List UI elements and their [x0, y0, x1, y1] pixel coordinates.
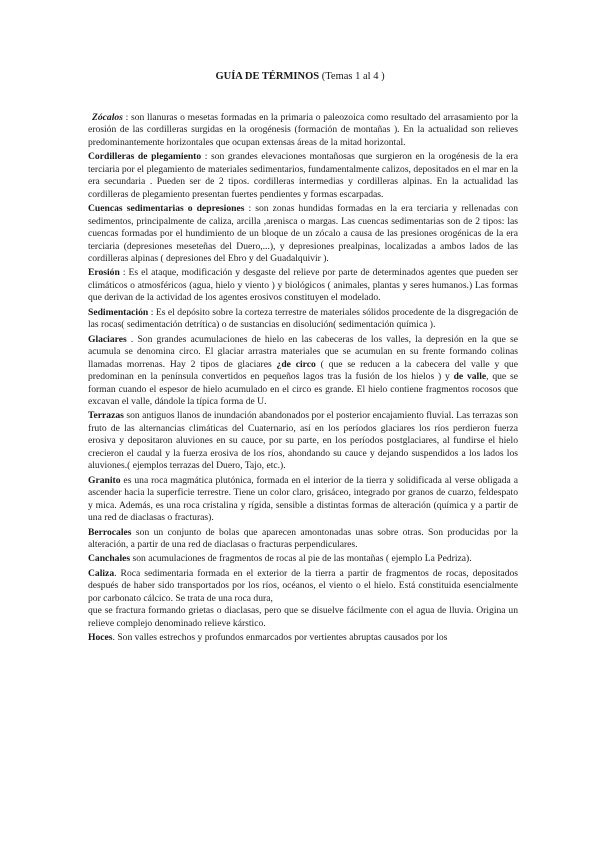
term-label: Berrocales [88, 526, 132, 538]
entry-zocalos [88, 112, 518, 149]
term-label: Caliza [88, 567, 115, 579]
term-label: Cordilleras de plegamiento [88, 151, 202, 163]
title-main: GUÍA DE TÉRMINOS [215, 71, 320, 82]
entry-glaciares [88, 334, 518, 409]
term-definition: . Son valles estrechos y profundos enmarcados por vertientes abruptas causados por los [112, 632, 448, 644]
term-label: Granito [88, 474, 121, 486]
term-label: Terrazas [88, 410, 124, 422]
entry-berrocales [88, 527, 518, 552]
entry-sedimentacion [88, 307, 518, 332]
term-label: Canchales [88, 553, 131, 565]
term-definition: . Roca sedimentaria formada en el exterior de la tierra a partir de fragmentos de rocas, depositados después de haber sido transportados por los ríos, océanos, el viento o el hielo. Está constituida esencialmente por carbonato cálcico. Se trata de una roca dura, [88, 567, 518, 604]
term-label: Sedimentación [88, 306, 149, 318]
term-definition-part-1: . Son grandes acumulaciones de hielo en las cabeceras de los valles, la depresión en la que se acumula se denomina circo. El glaciar arrastra materiales que se acumulan en su frente formando colinas llamadas morrenas. Hay 2 tipos de glaciares [88, 333, 518, 370]
glossary-body [88, 112, 518, 647]
entry-terrazas [88, 410, 518, 472]
term-label: Erosión [88, 267, 120, 279]
term-definition: son antiguos llanos de inundación abandonados por el posterior encajamiento fluvial. Las terrazas son fruto de las alternancias climáticas del Cuaternario, así en los períodos glaciares los ríos perdieron fuerza erosiva y depositaron aluviones en su cauce, por su parte, en los períodos postglaciares, al fundirse el hielo crecieron el caudal y la fuerza erosiva de los ríos, ahondando su cauce y dejando suspendidos a los lados los aluviones.( ejemplos terrazas del Duero, Tajo, etc.). [88, 410, 518, 472]
term-definition: : son llanuras o mesetas formadas en la primaria o paleozoica como resultado del arrasamiento por la erosión de las cordilleras surgidas en la orogénesis (formación de montañas ). En la actualidad son relieves predominantemente horizontales que ocupan extensas áreas de la mitad horizontal. [88, 112, 518, 148]
entry-hoces [88, 632, 518, 644]
entry-caliza [88, 568, 518, 605]
term-definition-part-2: ( que se reducen a la cabecera del valle y que predominan en la península convertidos en pequeños lagos tras la fusión de los hielos ) y [88, 358, 518, 383]
entry-cuencas-sedimentarias [88, 203, 518, 265]
term-definition: : son zonas hundidas formadas en la era terciaria y rellenadas con sedimentos, principalmente de caliza, arcilla ,arenisca o margas. Las cuencas sedimentarias son de 2 tipos: las cuencas formadas por el hundimiento de un bloque de un zócalo a causa de las presiones orogénicas de la era terciaria (depresiones meseteñas del Duero,...), y depresiones prealpinas, localizadas a ambos lados de las cordilleras alpinas ( depresiones del Ebro y del Guadalquivir ). [88, 203, 518, 264]
term-label: Glaciares [88, 333, 127, 345]
title-subtitle: (Temas 1 al 4 ) [319, 71, 385, 82]
page-title [0, 70, 600, 84]
term-definition: es una roca magmática plutónica, formada en el interior de la tierra y solidificada al verse obligada a ascender hacia la superficie terrestre. Tiene un color claro, grisáceo, integrado por granos de cuarzo, feldespato y mica. Además, es una roca cristalina y rígida, sensible a distintas formas de alteración (química y a partir de una red de diaclasas o fracturas). [88, 474, 518, 524]
term-definition-continuation: que se fractura formando grietas o diaclasas, pero que se disuelve fácilmente con el agua de lluvia. Origina un relieve complejo denominado relieve kárstico. [88, 605, 518, 629]
entry-canchales [88, 553, 518, 565]
entry-cordilleras-de-plegamiento [88, 151, 518, 201]
entry-caliza-continuation [88, 605, 518, 630]
term-definition: son acumulaciones de fragmentos de rocas al pie de las montañas ( ejemplo La Pedriza). [130, 553, 472, 565]
subtype-de-valle: de valle [453, 371, 487, 383]
term-definition: : Es el depósito sobre la corteza terrestre de materiales sólidos procedente de la disgregación de las rocas( sedimentación detrítica) o de sustancias en disolución( sedimentación química ). [88, 306, 518, 331]
entry-erosion [88, 267, 518, 304]
term-definition-part-3: , que se forman cuando el espesor de hielo acumulado en el circo es grande. El hielo contiene fragmentos rocosos que excavan el valle, dándole la típica forma de U. [88, 371, 518, 407]
term-label: Hoces [88, 632, 113, 644]
term-definition: son un conjunto de bolas que aparecen amontonadas unas sobre otras. Son producidas por la alteración, a partir de una red de diaclasas o fracturas perpendiculares. [88, 526, 518, 550]
term-definition: : Es el ataque, modificación y desgaste del relieve por parte de determinados agentes que pueden ser climáticos o atmosféricos (agua, hielo y viento ) y biológicos ( animales, plantas y seres humanos.) Las formas que derivan de la actividad de los agentes erosivos constituyen el modelado. [88, 267, 518, 304]
term-definition: : son grandes elevaciones montañosas que surgieron en la orogénesis de la era terciaria por el plegamiento de materiales sedimentarios, fundamentalmente calizos, depositados en el mar en la era secundaria . Pueden ser de 2 tipos. cordilleras intermedias y cordilleras alpinas. En la actualidad las cordilleras de plegamiento presentan fuertes pendientes y formas escarpadas. [88, 151, 518, 200]
entry-granito [88, 475, 518, 525]
term-label: Zócalos [92, 112, 123, 123]
subtype-de-circo: ¿de circo [276, 358, 316, 370]
term-label: Cuencas sedimentarias o depresiones [88, 203, 245, 215]
